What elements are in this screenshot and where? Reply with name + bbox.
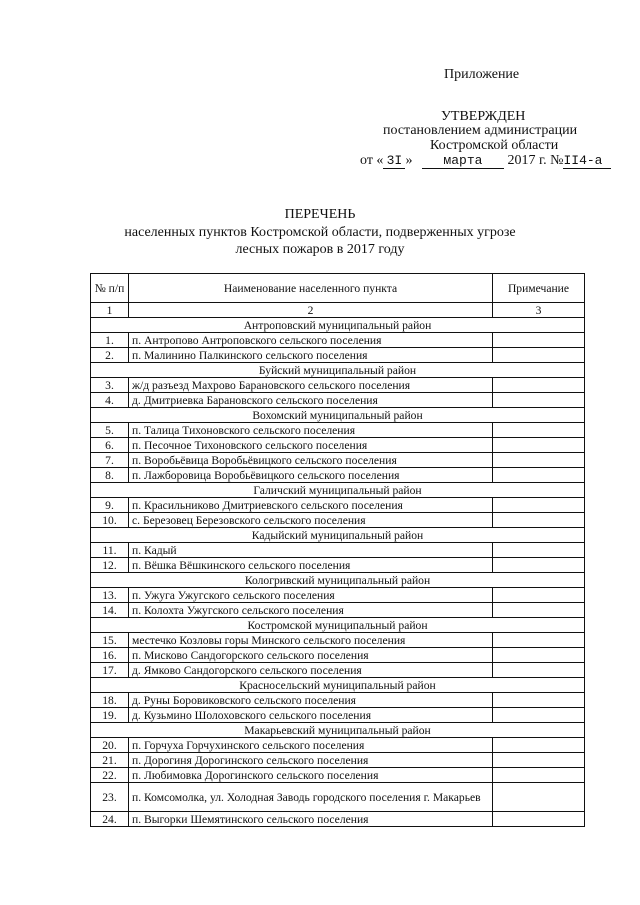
settlement-name: п. Любимовка Дорогинского сельского поселения	[129, 768, 493, 783]
row-note	[493, 588, 585, 603]
table-row	[91, 693, 585, 708]
district-row	[91, 678, 585, 693]
district-name: Кологривский муниципальный район	[91, 573, 585, 588]
row-number: 15.	[91, 633, 129, 648]
settlements-table	[90, 273, 585, 827]
row-number: 17.	[91, 663, 129, 678]
row-note	[493, 333, 585, 348]
document-title: ПЕРЕЧЕНЬ	[284, 207, 356, 222]
district-row	[91, 573, 585, 588]
table-row	[91, 768, 585, 783]
district-name: Буйский муниципальный район	[91, 363, 585, 378]
row-note	[493, 468, 585, 483]
row-number: 13.	[91, 588, 129, 603]
row-number: 10.	[91, 513, 129, 528]
settlement-name: п. Дорогиня Дорогинского сельского поселения	[129, 753, 493, 768]
district-row	[91, 723, 585, 738]
row-note	[493, 663, 585, 678]
settlement-name: п. Лажборовица Воробьёвицкого сельского поселения	[129, 468, 493, 483]
table-row	[91, 468, 585, 483]
col-note-header: Примечание	[493, 274, 585, 303]
row-note	[493, 393, 585, 408]
row-note	[493, 423, 585, 438]
row-note	[493, 603, 585, 618]
row-number: 1.	[91, 333, 129, 348]
col-index: 1	[91, 303, 129, 318]
col-num-header: № п/п	[91, 274, 129, 303]
table-row	[91, 738, 585, 753]
district-row	[91, 528, 585, 543]
row-number: 9.	[91, 498, 129, 513]
district-name: Кадыйский муниципальный район	[91, 528, 585, 543]
row-number: 14.	[91, 603, 129, 618]
appendix-label: Приложение	[444, 67, 520, 82]
settlement-name: п. Песочное Тихоновского сельского поселения	[129, 438, 493, 453]
row-note	[493, 753, 585, 768]
document-subtitle-1: населенных пунктов Костромской области, подверженных угрозе	[124, 225, 516, 240]
row-note	[493, 378, 585, 393]
row-number: 6.	[91, 438, 129, 453]
column-index-row	[91, 303, 585, 318]
table-row	[91, 812, 585, 827]
row-note	[493, 648, 585, 663]
settlement-name: п. Воробьёвица Воробьёвицкого сельского поселения	[129, 453, 493, 468]
settlement-name: ж/д разъезд Махрово Барановского сельского поселения	[129, 378, 493, 393]
district-row	[91, 318, 585, 333]
table-row	[91, 753, 585, 768]
row-number: 23.	[91, 783, 129, 812]
district-name: Вохомский муниципальный район	[91, 408, 585, 423]
settlement-name: п. Антропово Антроповского сельского поселения	[129, 333, 493, 348]
settlement-name: местечко Козловы горы Минского сельского поселения	[129, 633, 493, 648]
row-note	[493, 558, 585, 573]
row-note	[493, 768, 585, 783]
row-number: 19.	[91, 708, 129, 723]
settlement-name: п. Горчуха Горчухинского сельского поселения	[129, 738, 493, 753]
settlement-name: п. Талица Тихоновского сельского поселения	[129, 423, 493, 438]
table-row	[91, 498, 585, 513]
settlement-name: п. Красильниково Дмитриевского сельского поселения	[129, 498, 493, 513]
table-row	[91, 378, 585, 393]
table-row	[91, 513, 585, 528]
table-row	[91, 648, 585, 663]
row-note	[493, 513, 585, 528]
table-row	[91, 588, 585, 603]
settlement-name: п. Мисково Сандогорского сельского поселения	[129, 648, 493, 663]
table-row	[91, 663, 585, 678]
settlement-name: п. Малинино Палкинского сельского поселения	[129, 348, 493, 363]
row-number: 4.	[91, 393, 129, 408]
row-note	[493, 633, 585, 648]
date-year: 2017 г. №	[507, 153, 564, 168]
resolution-number: II4-а	[563, 154, 611, 169]
table-row	[91, 708, 585, 723]
table-row	[91, 423, 585, 438]
row-number: 8.	[91, 468, 129, 483]
row-number: 22.	[91, 768, 129, 783]
col-index: 3	[493, 303, 585, 318]
district-name: Галичский муниципальный район	[91, 483, 585, 498]
date-month: марта	[422, 154, 504, 169]
table-row	[91, 558, 585, 573]
table-row	[91, 783, 585, 812]
table-row	[91, 633, 585, 648]
approved-region: Костромской области	[430, 138, 559, 153]
table-row	[91, 438, 585, 453]
settlement-name: п. Выгорки Шемятинского сельского поселения	[129, 812, 493, 827]
row-number: 12.	[91, 558, 129, 573]
row-number: 21.	[91, 753, 129, 768]
district-row	[91, 618, 585, 633]
row-number: 11.	[91, 543, 129, 558]
settlement-name: д. Кузьмино Шолоховского сельского поселения	[129, 708, 493, 723]
settlement-name: п. Вёшка Вёшкинского сельского поселения	[129, 558, 493, 573]
approved-by-resolution: постановлением администрации	[383, 123, 578, 138]
row-note	[493, 708, 585, 723]
date-day: 3I	[383, 154, 405, 169]
settlement-name: д. Руны Боровиковского сельского поселения	[129, 693, 493, 708]
date-mid: »	[405, 153, 413, 168]
settlement-name: п. Колохта Ужугского сельского поселения	[129, 603, 493, 618]
settlement-name: д. Дмитриевка Барановского сельского поселения	[129, 393, 493, 408]
table-row	[91, 333, 585, 348]
row-number: 24.	[91, 812, 129, 827]
row-note	[493, 738, 585, 753]
table-row	[91, 603, 585, 618]
row-number: 3.	[91, 378, 129, 393]
row-number: 5.	[91, 423, 129, 438]
settlement-name: п. Ужуга Ужугского сельского поселения	[129, 588, 493, 603]
document-subtitle-2: лесных пожаров в 2017 году	[235, 242, 405, 257]
approval-date-line	[360, 153, 611, 169]
row-number: 7.	[91, 453, 129, 468]
row-note	[493, 438, 585, 453]
date-prefix: от «	[360, 153, 384, 168]
row-note	[493, 498, 585, 513]
district-name: Красносельский муниципальный район	[91, 678, 585, 693]
row-note	[493, 453, 585, 468]
row-number: 2.	[91, 348, 129, 363]
row-note	[493, 693, 585, 708]
col-index: 2	[129, 303, 493, 318]
district-name: Макарьевский муниципальный район	[91, 723, 585, 738]
settlement-name: с. Березовец Березовского сельского поселения	[129, 513, 493, 528]
district-row	[91, 408, 585, 423]
row-note	[493, 543, 585, 558]
row-note	[493, 348, 585, 363]
row-note	[493, 812, 585, 827]
district-name: Антроповский муниципальный район	[91, 318, 585, 333]
table-row	[91, 543, 585, 558]
district-name: Костромской муниципальный район	[91, 618, 585, 633]
settlement-name: п. Комсомолка, ул. Холодная Заводь городского поселения г. Макарьев	[129, 783, 493, 812]
row-number: 20.	[91, 738, 129, 753]
district-row	[91, 363, 585, 378]
table-header-row	[91, 274, 585, 303]
settlement-name: д. Ямково Сандогорского сельского поселения	[129, 663, 493, 678]
row-number: 16.	[91, 648, 129, 663]
settlement-name: п. Кадый	[129, 543, 493, 558]
table-row	[91, 393, 585, 408]
table-row	[91, 348, 585, 363]
table-row	[91, 453, 585, 468]
approved-label: УТВЕРЖДЕН	[441, 109, 526, 124]
row-note	[493, 783, 585, 812]
district-row	[91, 483, 585, 498]
row-number: 18.	[91, 693, 129, 708]
col-name-header: Наименование населенного пункта	[129, 274, 493, 303]
